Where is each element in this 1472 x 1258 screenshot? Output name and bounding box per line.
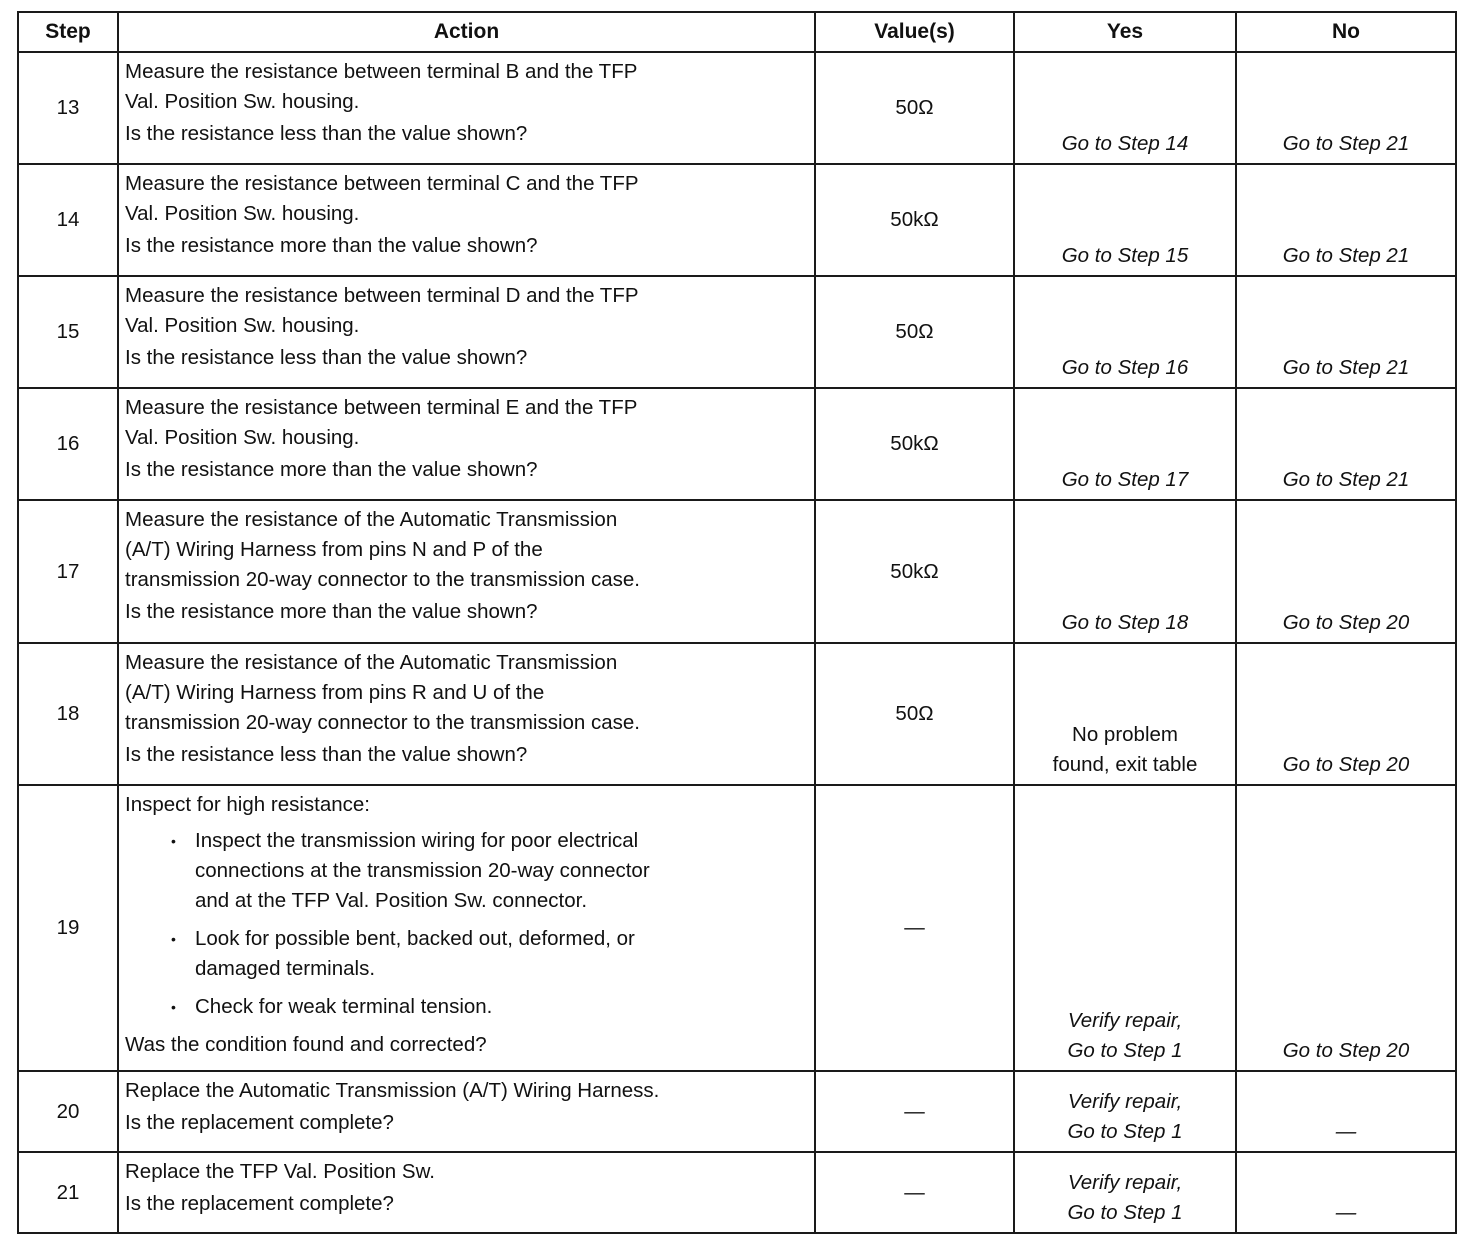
action-line: transmission 20-way connector to the transmission case. — [125, 711, 641, 734]
table-row — [18, 643, 1456, 785]
no-result: Go to Step 20 — [1282, 1039, 1410, 1062]
value-cell: 50kΩ — [815, 164, 1014, 276]
yes-result: Go to Step 16 — [1061, 356, 1189, 379]
action-line: Replace the Automatic Transmission (A/T) Wiring Harness. — [125, 1079, 660, 1102]
yes-result: Go to Step 15 — [1061, 244, 1189, 267]
action-line: (A/T) Wiring Harness from pins R and U of the — [125, 681, 545, 704]
value-cell: 50Ω — [815, 643, 1014, 785]
no-result: Go to Step 20 — [1282, 753, 1410, 776]
value-cell: 50kΩ — [815, 388, 1014, 500]
action-question: Was the condition found and corrected? — [125, 1033, 487, 1056]
action-line: Measure the resistance between terminal D and the TFP — [125, 284, 639, 307]
no-result: Go to Step 21 — [1282, 132, 1410, 155]
table-row — [18, 1071, 1456, 1152]
action-line: Val. Position Sw. housing. — [125, 426, 360, 449]
yes-result: Verify repair, Go to Step 1 — [1067, 1171, 1183, 1224]
table-row — [18, 388, 1456, 500]
action-line: Measure the resistance between terminal E and the TFP — [125, 396, 638, 419]
bullet-line: and at the TFP Val. Position Sw. connector. — [195, 889, 588, 912]
action-cell — [118, 1071, 815, 1152]
no-result: Go to Step 20 — [1282, 611, 1410, 634]
action-line: Val. Position Sw. housing. — [125, 314, 360, 337]
action-line: Measure the resistance of the Automatic Transmission — [125, 508, 618, 531]
no-cell — [1236, 500, 1456, 643]
yes-cell — [1014, 52, 1236, 164]
value-cell: 50Ω — [815, 276, 1014, 388]
yes-cell — [1014, 785, 1236, 1071]
yes-result: Go to Step 17 — [1061, 468, 1189, 491]
step-number: 13 — [18, 52, 118, 164]
action-line: Val. Position Sw. housing. — [125, 90, 360, 113]
table-body — [18, 52, 1456, 1233]
no-cell — [1236, 785, 1456, 1071]
yes-cell — [1014, 388, 1236, 500]
yes-result: Go to Step 14 — [1061, 132, 1189, 155]
no-result: Go to Step 21 — [1282, 468, 1410, 491]
action-cell — [118, 52, 815, 164]
action-intro: Inspect for high resistance: — [125, 793, 370, 816]
header-yes: Yes — [1014, 12, 1236, 52]
header-no: No — [1236, 12, 1456, 52]
value-cell: 50kΩ — [815, 500, 1014, 643]
step-number: 21 — [18, 1152, 118, 1233]
bullet-line: • Check for weak terminal tension. — [195, 995, 493, 1018]
action-question: Is the resistance more than the value shown? — [125, 458, 538, 481]
action-cell — [118, 1152, 815, 1233]
no-result: — — [1335, 1120, 1357, 1143]
no-cell — [1236, 1152, 1456, 1233]
table-row — [18, 500, 1456, 643]
bullet-item — [195, 826, 808, 916]
action-question: Is the resistance less than the value shown? — [125, 346, 528, 369]
step-number: 19 — [18, 785, 118, 1071]
yes-cell — [1014, 276, 1236, 388]
yes-cell — [1014, 1071, 1236, 1152]
bullet-line: • Look for possible bent, backed out, deformed, or — [195, 927, 635, 950]
action-line: Val. Position Sw. housing. — [125, 202, 360, 225]
no-result: Go to Step 21 — [1282, 356, 1410, 379]
no-cell — [1236, 164, 1456, 276]
action-line: (A/T) Wiring Harness from pins N and P of the — [125, 538, 543, 561]
step-number: 16 — [18, 388, 118, 500]
action-question: Is the replacement complete? — [125, 1192, 394, 1215]
no-cell — [1236, 52, 1456, 164]
action-question: Is the resistance less than the value shown? — [125, 122, 528, 145]
action-cell — [118, 276, 815, 388]
table-row — [18, 276, 1456, 388]
value-cell: 50Ω — [815, 52, 1014, 164]
value-cell: — — [815, 1152, 1014, 1233]
yes-cell — [1014, 1152, 1236, 1233]
action-cell — [118, 388, 815, 500]
table-row — [18, 1152, 1456, 1233]
step-number: 17 — [18, 500, 118, 643]
table-row — [18, 785, 1456, 1071]
table-row — [18, 52, 1456, 164]
header-step: Step — [18, 12, 118, 52]
yes-result: Go to Step 18 — [1061, 611, 1189, 634]
table-row — [18, 164, 1456, 276]
bullet-line: • Inspect the transmission wiring for poor electrical — [195, 829, 639, 852]
action-cell — [118, 164, 815, 276]
action-question: Is the resistance more than the value shown? — [125, 234, 538, 257]
action-question: Is the resistance more than the value shown? — [125, 600, 538, 623]
no-result: Go to Step 21 — [1282, 244, 1410, 267]
bullet-item — [195, 924, 808, 984]
value-cell: — — [815, 1071, 1014, 1152]
yes-result: Verify repair, Go to Step 1 — [1067, 1009, 1183, 1062]
step-number: 14 — [18, 164, 118, 276]
yes-result: Verify repair, Go to Step 1 — [1067, 1090, 1183, 1143]
action-line: Measure the resistance between terminal B and the TFP — [125, 60, 638, 83]
value-cell: — — [815, 785, 1014, 1071]
step-number: 20 — [18, 1071, 118, 1152]
step-number: 18 — [18, 643, 118, 785]
yes-result: No problem found, exit table — [1052, 723, 1198, 776]
yes-cell — [1014, 643, 1236, 785]
yes-cell — [1014, 164, 1236, 276]
action-question: Is the resistance less than the value shown? — [125, 743, 528, 766]
action-line: Measure the resistance of the Automatic Transmission — [125, 651, 618, 674]
header-row — [18, 12, 1456, 52]
no-cell — [1236, 1071, 1456, 1152]
action-cell — [118, 643, 815, 785]
diagnostic-table — [17, 11, 1457, 1234]
action-cell — [118, 500, 815, 643]
action-line: Measure the resistance between terminal C and the TFP — [125, 172, 639, 195]
bullet-item — [195, 992, 808, 1022]
no-cell — [1236, 388, 1456, 500]
no-cell — [1236, 276, 1456, 388]
no-cell — [1236, 643, 1456, 785]
yes-cell — [1014, 500, 1236, 643]
header-values: Value(s) — [815, 12, 1014, 52]
action-cell — [118, 785, 815, 1071]
action-line: transmission 20-way connector to the transmission case. — [125, 568, 641, 591]
bullet-line: damaged terminals. — [195, 957, 376, 980]
bullet-line: connections at the transmission 20-way connector — [195, 859, 650, 882]
action-line: Replace the TFP Val. Position Sw. — [125, 1160, 435, 1183]
action-question: Is the replacement complete? — [125, 1111, 394, 1134]
no-result: — — [1335, 1201, 1357, 1224]
header-action: Action — [118, 12, 815, 52]
bullet-list — [125, 826, 808, 1022]
step-number: 15 — [18, 276, 118, 388]
